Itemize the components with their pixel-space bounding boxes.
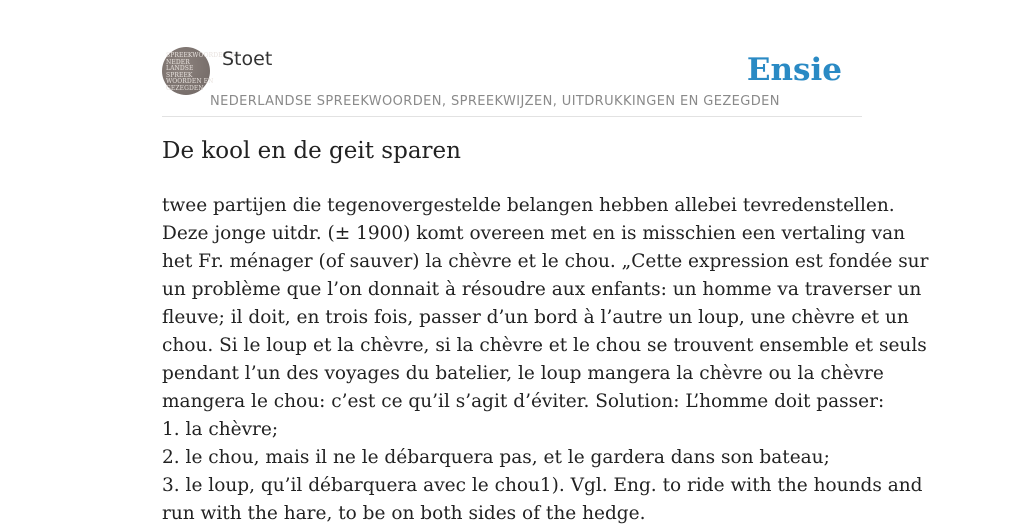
ensie-logo[interactable]: Ensie bbox=[746, 52, 842, 88]
body-line: Deze jonge uitdr. (± 1900) komt overeen met en is misschien een vertaling van bbox=[162, 223, 906, 244]
avatar-text bbox=[166, 52, 240, 92]
author-avatar[interactable] bbox=[162, 47, 240, 95]
body-line: un problème que l’on donnait à résoudre aux enfants: un homme va traverser un bbox=[162, 279, 922, 300]
avatar-line: SPREEKWOORDEN EN bbox=[166, 52, 240, 59]
entry-body bbox=[162, 192, 929, 528]
avatar-line: SPREEK bbox=[166, 71, 193, 79]
avatar-line: LANDSE bbox=[166, 65, 194, 72]
avatar-line: WOORDEN EN bbox=[166, 78, 214, 85]
body-line: mangera le chou: c’est ce qu’il s’agit d’éviter. Solution: L’homme doit passer: bbox=[162, 391, 885, 412]
body-line: chou. Si le loup et la chèvre, si la chèvre et le chou se trouvent ensemble et seuls bbox=[162, 335, 927, 356]
body-line: 1. la chèvre; bbox=[162, 419, 279, 440]
body-line: het Fr. ménager (of sauver) la chèvre et le chou. „Cette expression est fondée sur bbox=[162, 251, 929, 272]
body-line: 2. le chou, mais il ne le débarquera pas, et le gardera dans son bateau; bbox=[162, 447, 830, 468]
avatar-line: GEZEGDEN bbox=[166, 84, 204, 92]
entry-title: De kool en de geit sparen bbox=[162, 138, 461, 164]
author-name[interactable]: Stoet bbox=[222, 48, 273, 70]
body-line: pendant l’un des voyages du batelier, le loup mangera la chèvre ou la chèvre bbox=[162, 363, 884, 384]
body-line: fleuve; il doit, en trois fois, passer d’un bord à l’autre un loup, une chèvre et un bbox=[162, 307, 909, 328]
source-subtitle[interactable]: NEDERLANDSE SPREEKWOORDEN, SPREEKWIJZEN, UITDRUKKINGEN EN GEZEGDEN bbox=[210, 94, 780, 109]
site-header bbox=[162, 44, 862, 117]
avatar-line: NEDER bbox=[166, 58, 190, 66]
body-line: twee partijen die tegenovergestelde belangen hebben allebei tevredenstellen. bbox=[162, 195, 895, 216]
body-line: 3. le loup, qu’il débarquera avec le chou1). Vgl. Eng. to ride with the hounds and bbox=[162, 475, 923, 496]
body-line: run with the hare, to be on both sides of the hedge. bbox=[162, 503, 646, 524]
